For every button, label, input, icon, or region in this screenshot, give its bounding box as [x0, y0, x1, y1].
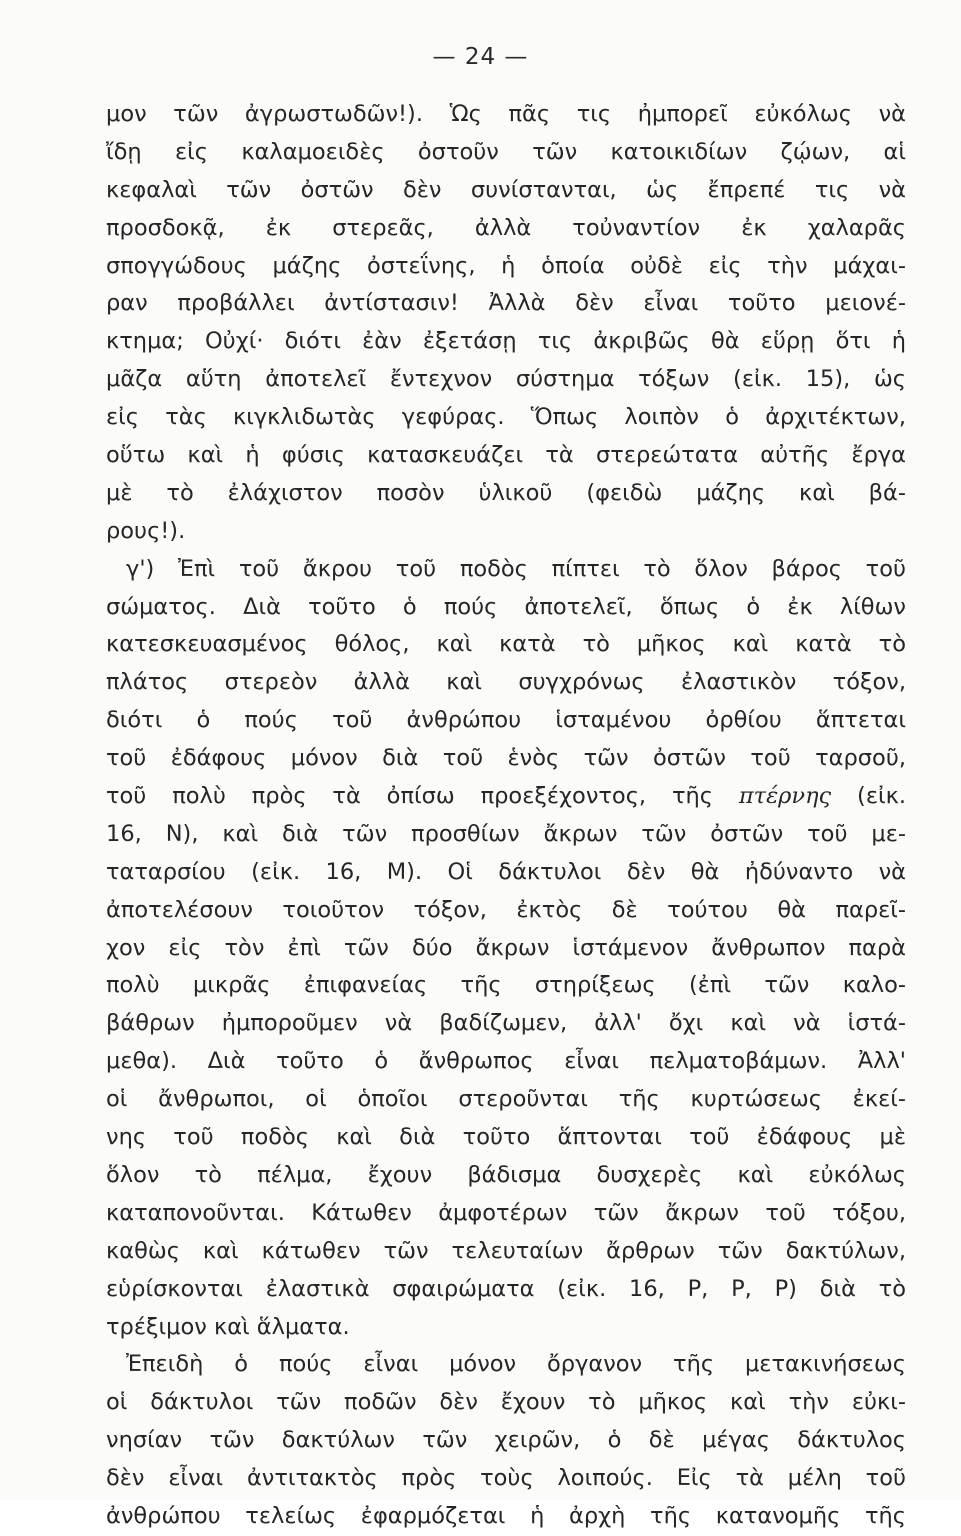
text-line: εὑρίσκονται ἐλαστικὰ σφαιρώματα (εἰκ. 16, Ρ, Ρ, Ρ) διὰ τὸ	[106, 1275, 906, 1302]
text-line: νησίαν τῶν δακτύλων τῶν χειρῶν, ὁ δὲ μέγας δάκτυλος	[106, 1427, 906, 1454]
text-line: Ἐπειδὴ ὁ πούς εἶναι μόνον ὄργανον τῆς μετακινήσεως	[126, 1351, 906, 1378]
text-line: 16, Ν), καὶ διὰ τῶν προσθίων ἄκρων τῶν ὀστῶν τοῦ με-	[106, 820, 906, 847]
text-line: μᾶζα αὕτη ἀποτελεῖ ἔντεχνον σύστημα τόξων (εἰκ. 15), ὡς	[106, 366, 906, 393]
text-line: οἱ δάκτυλοι τῶν ποδῶν δὲν ἔχουν τὸ μῆκος καὶ τὴν εὐκι-	[106, 1389, 906, 1416]
text-line: τοῦ ἐδάφους μόνον διὰ τοῦ ἑνὸς τῶν ὀστῶν τοῦ ταρσοῦ,	[106, 745, 906, 772]
text-line-with-term	[106, 778, 906, 816]
text-line: ρους!).	[106, 517, 186, 544]
text-line: βάθρων ἠμποροῦμεν νὰ βαδίζωμεν, ἀλλ' ὄχι καὶ νὰ ἱστά-	[106, 1010, 906, 1037]
text-line: μὲ τὸ ἐλάχιστον ποσὸν ὑλικοῦ (φειδὼ μάζης καὶ βά-	[106, 479, 906, 506]
text-line: γ') Ἐπὶ τοῦ ἄκρου τοῦ ποδὸς πίπτει τὸ ὅλον βάρος τοῦ	[126, 555, 906, 582]
text-line: ταταρσίου (εἰκ. 16, Μ). Οἱ δάκτυλοι δὲν θὰ ἠδύναντο νὰ	[106, 858, 906, 885]
text-line: καθὼς καὶ κάτωθεν τῶν τελευταίων ἄρθρων τῶν δακτύλων,	[106, 1237, 906, 1264]
text-line: οἱ ἄνθρωποι, οἱ ὁποῖοι στεροῦνται τῆς κυρτώσεως ἐκεί-	[106, 1086, 906, 1113]
text-line: σπογγώδους μάζης ὀστεΐνης, ἡ ὁποία οὐδὲ εἰς τὴν μάχαι-	[106, 252, 906, 279]
text-line: χον εἰς τὸν ἐπὶ τῶν δύο ἄκρων ἱστάμενον ἄνθρωπον παρὰ	[106, 934, 906, 961]
text-line: τρέξιμον καὶ ἅλματα.	[106, 1313, 350, 1340]
text-line: μον τῶν ἀγρωστωδῶν!). Ὡς πᾶς τις ἠμπορεῖ εὐκόλως νὰ	[106, 101, 906, 127]
text-segment: (εἰκ.	[831, 783, 907, 810]
text-line: πλάτος στερεὸν ἀλλὰ καὶ συγχρόνως ἐλαστικὸν τόξον,	[106, 669, 906, 696]
text-segment: τοῦ πολὺ πρὸς τὰ ὀπίσω προεξέχοντος, τῆς	[106, 783, 713, 810]
text-line: ἀνθρώπου τελείως ἐφαρμόζεται ἡ ἀρχὴ τῆς κατανομῆς τῆς	[106, 1502, 906, 1529]
text-line: κτημα; Οὐχί· διότι ἐὰν ἐξετάσῃ τις ἀκριβῶς θὰ εὕρῃ ὅτι ἡ	[106, 328, 906, 355]
text-line: νης τοῦ ποδὸς καὶ διὰ τοῦτο ἅπτονται τοῦ ἐδάφους μὲ	[106, 1124, 906, 1151]
text-line: ὅλον τὸ πέλμα, ἔχουν βάδισμα δυσχερὲς καὶ εὐκόλως	[106, 1161, 906, 1188]
text-line: εἰς τὰς κιγκλιδωτὰς γεφύρας. Ὅπως λοιπὸν ὁ ἀρχιτέκτων,	[106, 404, 906, 431]
text-line: διότι ὁ πούς τοῦ ἀνθρώπου ἱσταμένου ὀρθίου ἅπτεται	[106, 707, 906, 734]
text-line: κατεσκευασμένος θόλος, καὶ κατὰ τὸ μῆκος καὶ κατὰ τὸ	[106, 631, 906, 658]
body-text	[106, 96, 906, 1536]
text-line: ἀποτελέσουν τοιοῦτον τόξον, ἐκτὸς δὲ τούτου θὰ παρεῖ-	[106, 896, 906, 923]
text-line: καταπονοῦνται. Κάτωθεν ἀμφοτέρων τῶν ἄκρων τοῦ τόξου,	[106, 1199, 906, 1226]
text-line: πολὺ μικρᾶς ἐπιφανείας τῆς στηρίξεως (ἐπὶ τῶν καλο-	[106, 972, 906, 999]
text-line: ἴδῃ εἰς καλαμοειδὲς ὀστοῦν τῶν κατοικιδίων ζῴων, αἱ	[106, 138, 906, 165]
text-line: δὲν εἶναι ἀντιτακτὸς πρὸς τοὺς λοιπούς. Εἰς τὰ μέλη τοῦ	[106, 1465, 906, 1492]
text-line: μεθα). Διὰ τοῦτο ὁ ἄνθρωπος εἶναι πελματοβάμων. Ἀλλ'	[106, 1048, 906, 1075]
italic-term: πτέρνης	[738, 783, 832, 810]
page-number: — 24 —	[432, 44, 529, 70]
text-line: κεφαλαὶ τῶν ὀστῶν δὲν συνίστανται, ὡς ἔπρεπέ τις νὰ	[106, 176, 906, 203]
text-line: σώματος. Διὰ τοῦτο ὁ πούς ἀποτελεῖ, ὅπως ὁ ἐκ λίθων	[106, 593, 906, 620]
text-line: οὕτω καὶ ἡ φύσις κατασκευάζει τὰ στερεώτατα αὐτῆς ἔργα	[106, 442, 906, 469]
text-line: ραν προβάλλει ἀντίστασιν! Ἀλλὰ δὲν εἶναι τοῦτο μειονέ-	[106, 290, 906, 317]
text-line: προσδοκᾷ, ἐκ στερεᾶς, ἀλλὰ τοὐναντίον ἐκ χαλαρᾶς	[106, 214, 906, 241]
